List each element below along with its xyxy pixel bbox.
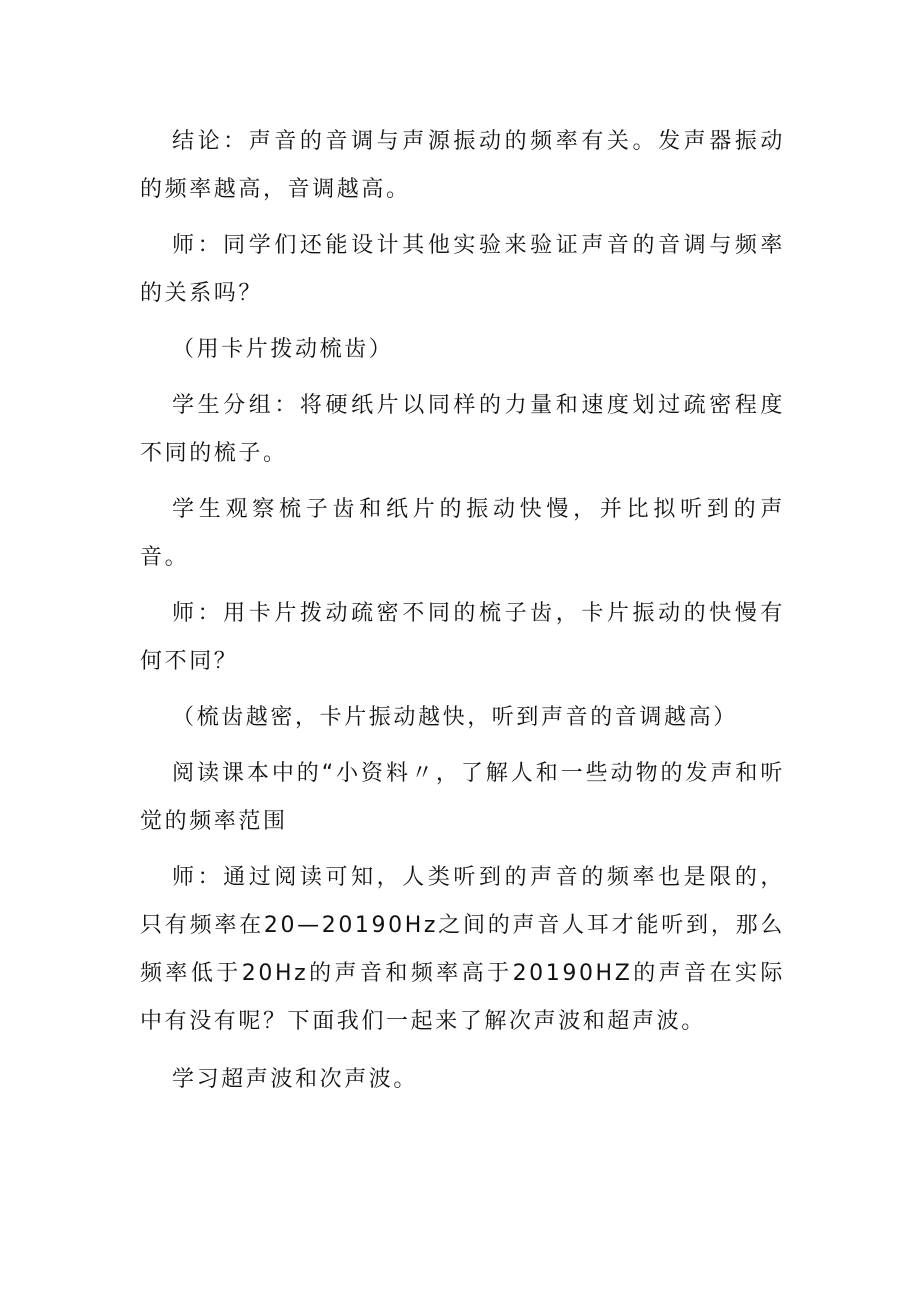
paragraph-card-comb: （用卡片拨动梳齿） [172,337,394,362]
document-body [140,118,785,1104]
paragraph-student-observe: 学生观察梳子齿和纸片的振动快慢，并比拟听到的声音。 [140,497,785,570]
paragraph-answer: （梳齿越密，卡片振动越快，听到声音的音调越高） [172,705,738,730]
paragraph-reading: 阅读课本中的“小资料〃，了解人和一些动物的发声和听觉的频率范围 [140,761,785,834]
paragraph-teacher-question: 师：同学们还能设计其他实验来验证声音的音调与频率的关系吗？ [140,233,785,306]
paragraph-conclusion: 结论：声音的音调与声源振动的频率有关。发声器振动的频率越高，音调越高。 [140,129,785,202]
paragraph-frequency-range: 师：通过阅读可知，人类听到的声音的频率也是限的，只有频率在20—20190Hz之间的声音人耳才能听到，那么频率低于20Hz的声音和频率高于20190HZ的声音在实际中有没有呢？下面我们一起来了解次声波和超声波。 [140,865,785,1034]
paragraph-teacher-comb-question: 师：用卡片拨动疏密不同的梳子齿，卡片振动的快慢有何不同？ [140,601,785,674]
paragraph-study: 学习超声波和次声波。 [172,1067,419,1092]
paragraph-student-groups: 学生分组：将硬纸片以同样的力量和速度划过疏密程度不同的梳子。 [140,393,785,466]
